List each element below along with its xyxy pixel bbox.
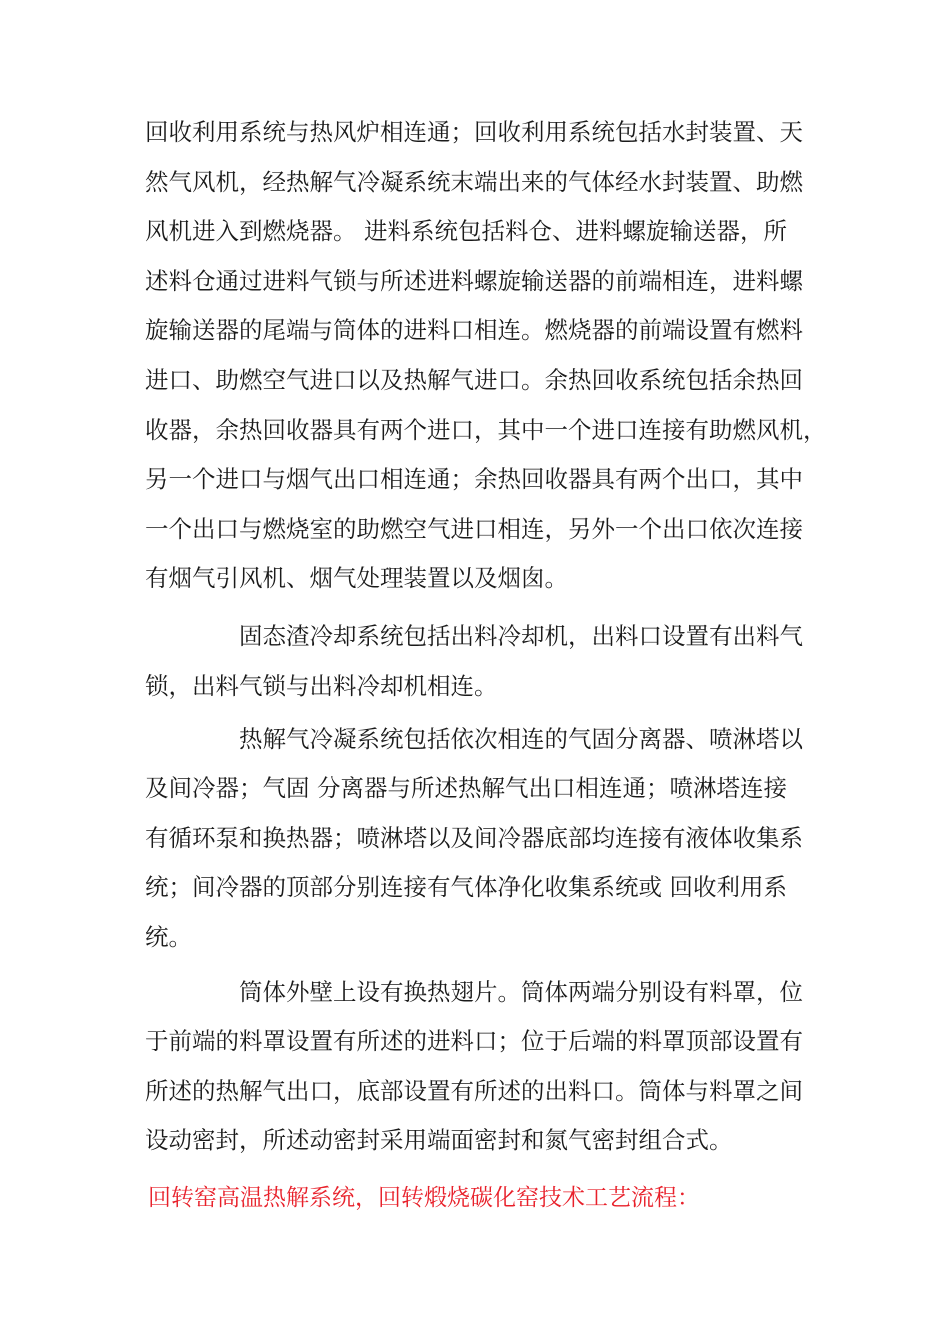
paragraph-4-line-4: 设动密封，所述动密封采用端面密封和氮气密封组合式。 — [145, 1126, 733, 1154]
section-heading: 回转窑高温热解系统，回转煅烧碳化窑技术工艺流程： — [148, 1185, 700, 1211]
paragraph-4-line-2: 于前端的料罩设置有所述的进料口；位于后端的料罩顶部设置有 — [145, 1027, 803, 1055]
paragraph-1-line-10: 有烟气引风机、烟气处理装置以及烟囱。 — [145, 564, 568, 592]
paragraph-1-line-5: 旋输送器的尾端与筒体的进料口相连。燃烧器的前端设置有燃料 — [145, 316, 803, 344]
paragraph-3-line-1: 热解气冷凝系统包括依次相连的气固分离器、喷淋塔以 — [239, 725, 803, 753]
paragraph-1-line-2: 然气风机，经热解气冷凝系统末端出来的气体经水封装置、助燃 — [145, 168, 803, 196]
paragraph-3-line-5: 统。 — [145, 923, 192, 951]
paragraph-1-line-6: 进口、助燃空气进口以及热解气进口。余热回收系统包括余热回 — [145, 366, 803, 394]
paragraph-3-line-3: 有循环泵和换热器；喷淋塔以及间冷器底部均连接有液体收集系 — [145, 824, 803, 852]
paragraph-2-line-2: 锁，出料气锁与出料冷却机相连。 — [145, 672, 498, 700]
paragraph-1-line-4: 述料仓通过进料气锁与所述进料螺旋输送器的前端相连，进料螺 — [145, 267, 803, 295]
paragraph-1-line-8: 另一个进口与烟气出口相连通；余热回收器具有两个出口，其中 — [145, 465, 803, 493]
paragraph-3-line-4: 统；间冷器的顶部分别连接有气体净化收集系统或 回收利用系 — [145, 873, 787, 901]
paragraph-3-line-2: 及间冷器；气固 分离器与所述热解气出口相连通；喷淋塔连接 — [145, 774, 787, 802]
paragraph-4-line-3: 所述的热解气出口，底部设置有所述的出料口。筒体与料罩之间 — [145, 1077, 803, 1105]
paragraph-4-line-1: 筒体外壁上设有换热翅片。筒体两端分别设有料罩，位 — [239, 978, 803, 1006]
paragraph-1-line-1: 回收利用系统与热风炉相连通；回收利用系统包括水封装置、天 — [145, 118, 803, 146]
paragraph-1-line-9: 一个出口与燃烧室的助燃空气进口相连，另外一个出口依次连接 — [145, 515, 803, 543]
paragraph-2-line-1: 固态渣冷却系统包括出料冷却机，出料口设置有出料气 — [239, 622, 803, 650]
paragraph-1-line-7: 收器，余热回收器具有两个进口，其中一个进口连接有助燃风机， — [145, 416, 827, 444]
paragraph-1-line-3: 风机进入到燃烧器。 进料系统包括料仓、进料螺旋输送器，所 — [145, 217, 787, 245]
